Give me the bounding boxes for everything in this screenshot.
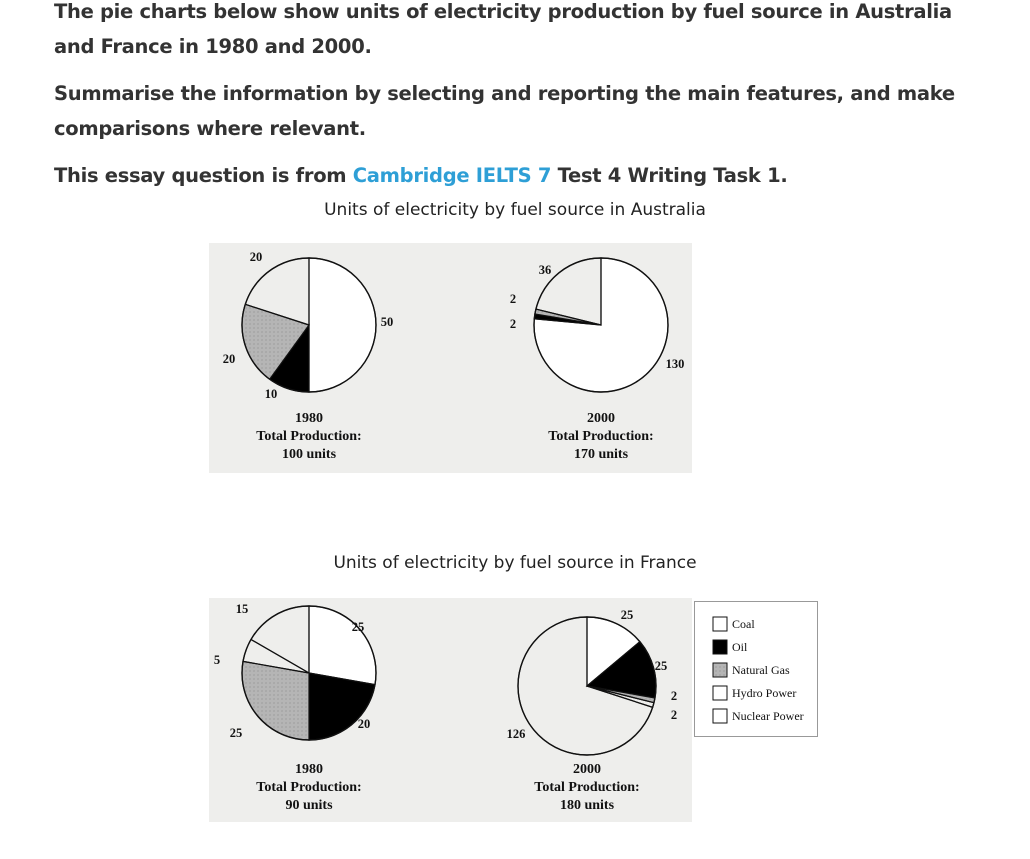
pie-australia-2000-label-coal: 130 (665, 357, 685, 371)
question-source (54, 158, 1014, 193)
france-chart-title: Units of electricity by fuel source in France (333, 553, 697, 573)
pie-australia-2000 (510, 258, 685, 462)
legend-swatch-coal (713, 617, 727, 631)
legend-label-nuclear-power: Nuclear Power (732, 709, 804, 723)
pie-france-2000-caption-1: Total Production: (534, 780, 640, 795)
pie-france-1980-slice-natural-gas (242, 661, 309, 740)
france-pies (209, 598, 692, 822)
pie-australia-1980-label-coal: 50 (380, 315, 394, 329)
pie-france-1980-caption-0: 1980 (295, 762, 323, 777)
question-prompt: The pie charts below show units of electricity production by fuel source in Australia and France in 1980 and 2000. (54, 0, 952, 58)
question-instruction: Summarise the information by selecting and reporting the main features, and make comparisons where relevant. (54, 82, 955, 140)
source-prefix: This essay question is from (54, 164, 353, 187)
legend-swatch-oil (713, 640, 727, 654)
pie-australia-1980-caption-0: 1980 (295, 411, 323, 426)
france-figure (209, 598, 692, 822)
pie-france-2000-caption-2: 180 units (559, 798, 615, 813)
australia-pies (209, 243, 692, 473)
legend-swatch-nuclear-power (713, 709, 727, 723)
cambridge-ielts-link[interactable]: Cambridge IELTS 7 (352, 164, 552, 187)
pie-australia-2000-caption-0: 2000 (587, 411, 615, 426)
pie-australia-2000-caption-1: Total Production: (548, 429, 654, 444)
legend-items (695, 602, 817, 736)
pie-france-1980-label-hydro-power: 5 (213, 653, 221, 667)
legend-label-natural-gas: Natural Gas (732, 663, 790, 677)
legend-swatch-hydro-power (713, 686, 727, 700)
pie-australia-2000-label-hydro-power: 36 (538, 263, 552, 277)
pie-australia-1980-label-oil: 10 (264, 387, 278, 401)
pie-france-1980-caption-1: Total Production: (256, 780, 362, 795)
pie-france-2000-label-oil: 25 (654, 659, 668, 673)
australia-chart-title: Units of electricity by fuel source in Australia (324, 200, 706, 220)
pie-australia-2000-caption-2: 170 units (573, 447, 629, 462)
pie-australia-1980 (223, 250, 394, 462)
legend-label-hydro-power: Hydro Power (732, 686, 797, 700)
legend-label-coal: Coal (732, 617, 755, 631)
pie-france-1980 (214, 602, 376, 813)
australia-figure (209, 243, 692, 473)
pie-france-1980-label-coal: 25 (351, 620, 365, 634)
pie-france-2000-caption-0: 2000 (573, 762, 601, 777)
pie-france-1980-slice-coal (309, 606, 376, 685)
pie-france-2000-label-coal: 25 (620, 608, 634, 622)
pie-australia-1980-label-natural-gas: 20 (222, 352, 236, 366)
pie-australia-1980-label-hydro-power: 20 (249, 250, 263, 264)
pie-australia-2000-label-natural-gas: 2 (509, 317, 517, 331)
pie-australia-1980-caption-2: 100 units (281, 447, 337, 462)
pie-france-1980-label-nuclear-power: 15 (235, 602, 249, 616)
pie-australia-1980-caption-1: Total Production: (256, 429, 362, 444)
pie-australia-2000-label-oil: 2 (509, 292, 517, 306)
pie-france-1980-slice-nuclear-power (251, 606, 309, 673)
legend-label-oil: Oil (732, 640, 748, 654)
pie-france-1980-caption-2: 90 units (285, 798, 333, 813)
pie-france-2000 (507, 608, 678, 813)
pie-france-1980-label-natural-gas: 25 (229, 726, 243, 740)
pie-australia-1980-slice-coal (309, 258, 376, 392)
pie-france-1980-label-oil: 20 (357, 717, 371, 731)
source-suffix: Test 4 Writing Task 1. (551, 164, 788, 187)
pie-france-2000-label-natural-gas: 2 (670, 689, 678, 703)
fuel-legend (694, 601, 818, 737)
pie-france-2000-label-nuclear-power: 126 (506, 727, 526, 741)
legend-swatch-natural-gas (713, 663, 727, 677)
pie-france-2000-label-hydro-power: 2 (670, 708, 678, 722)
